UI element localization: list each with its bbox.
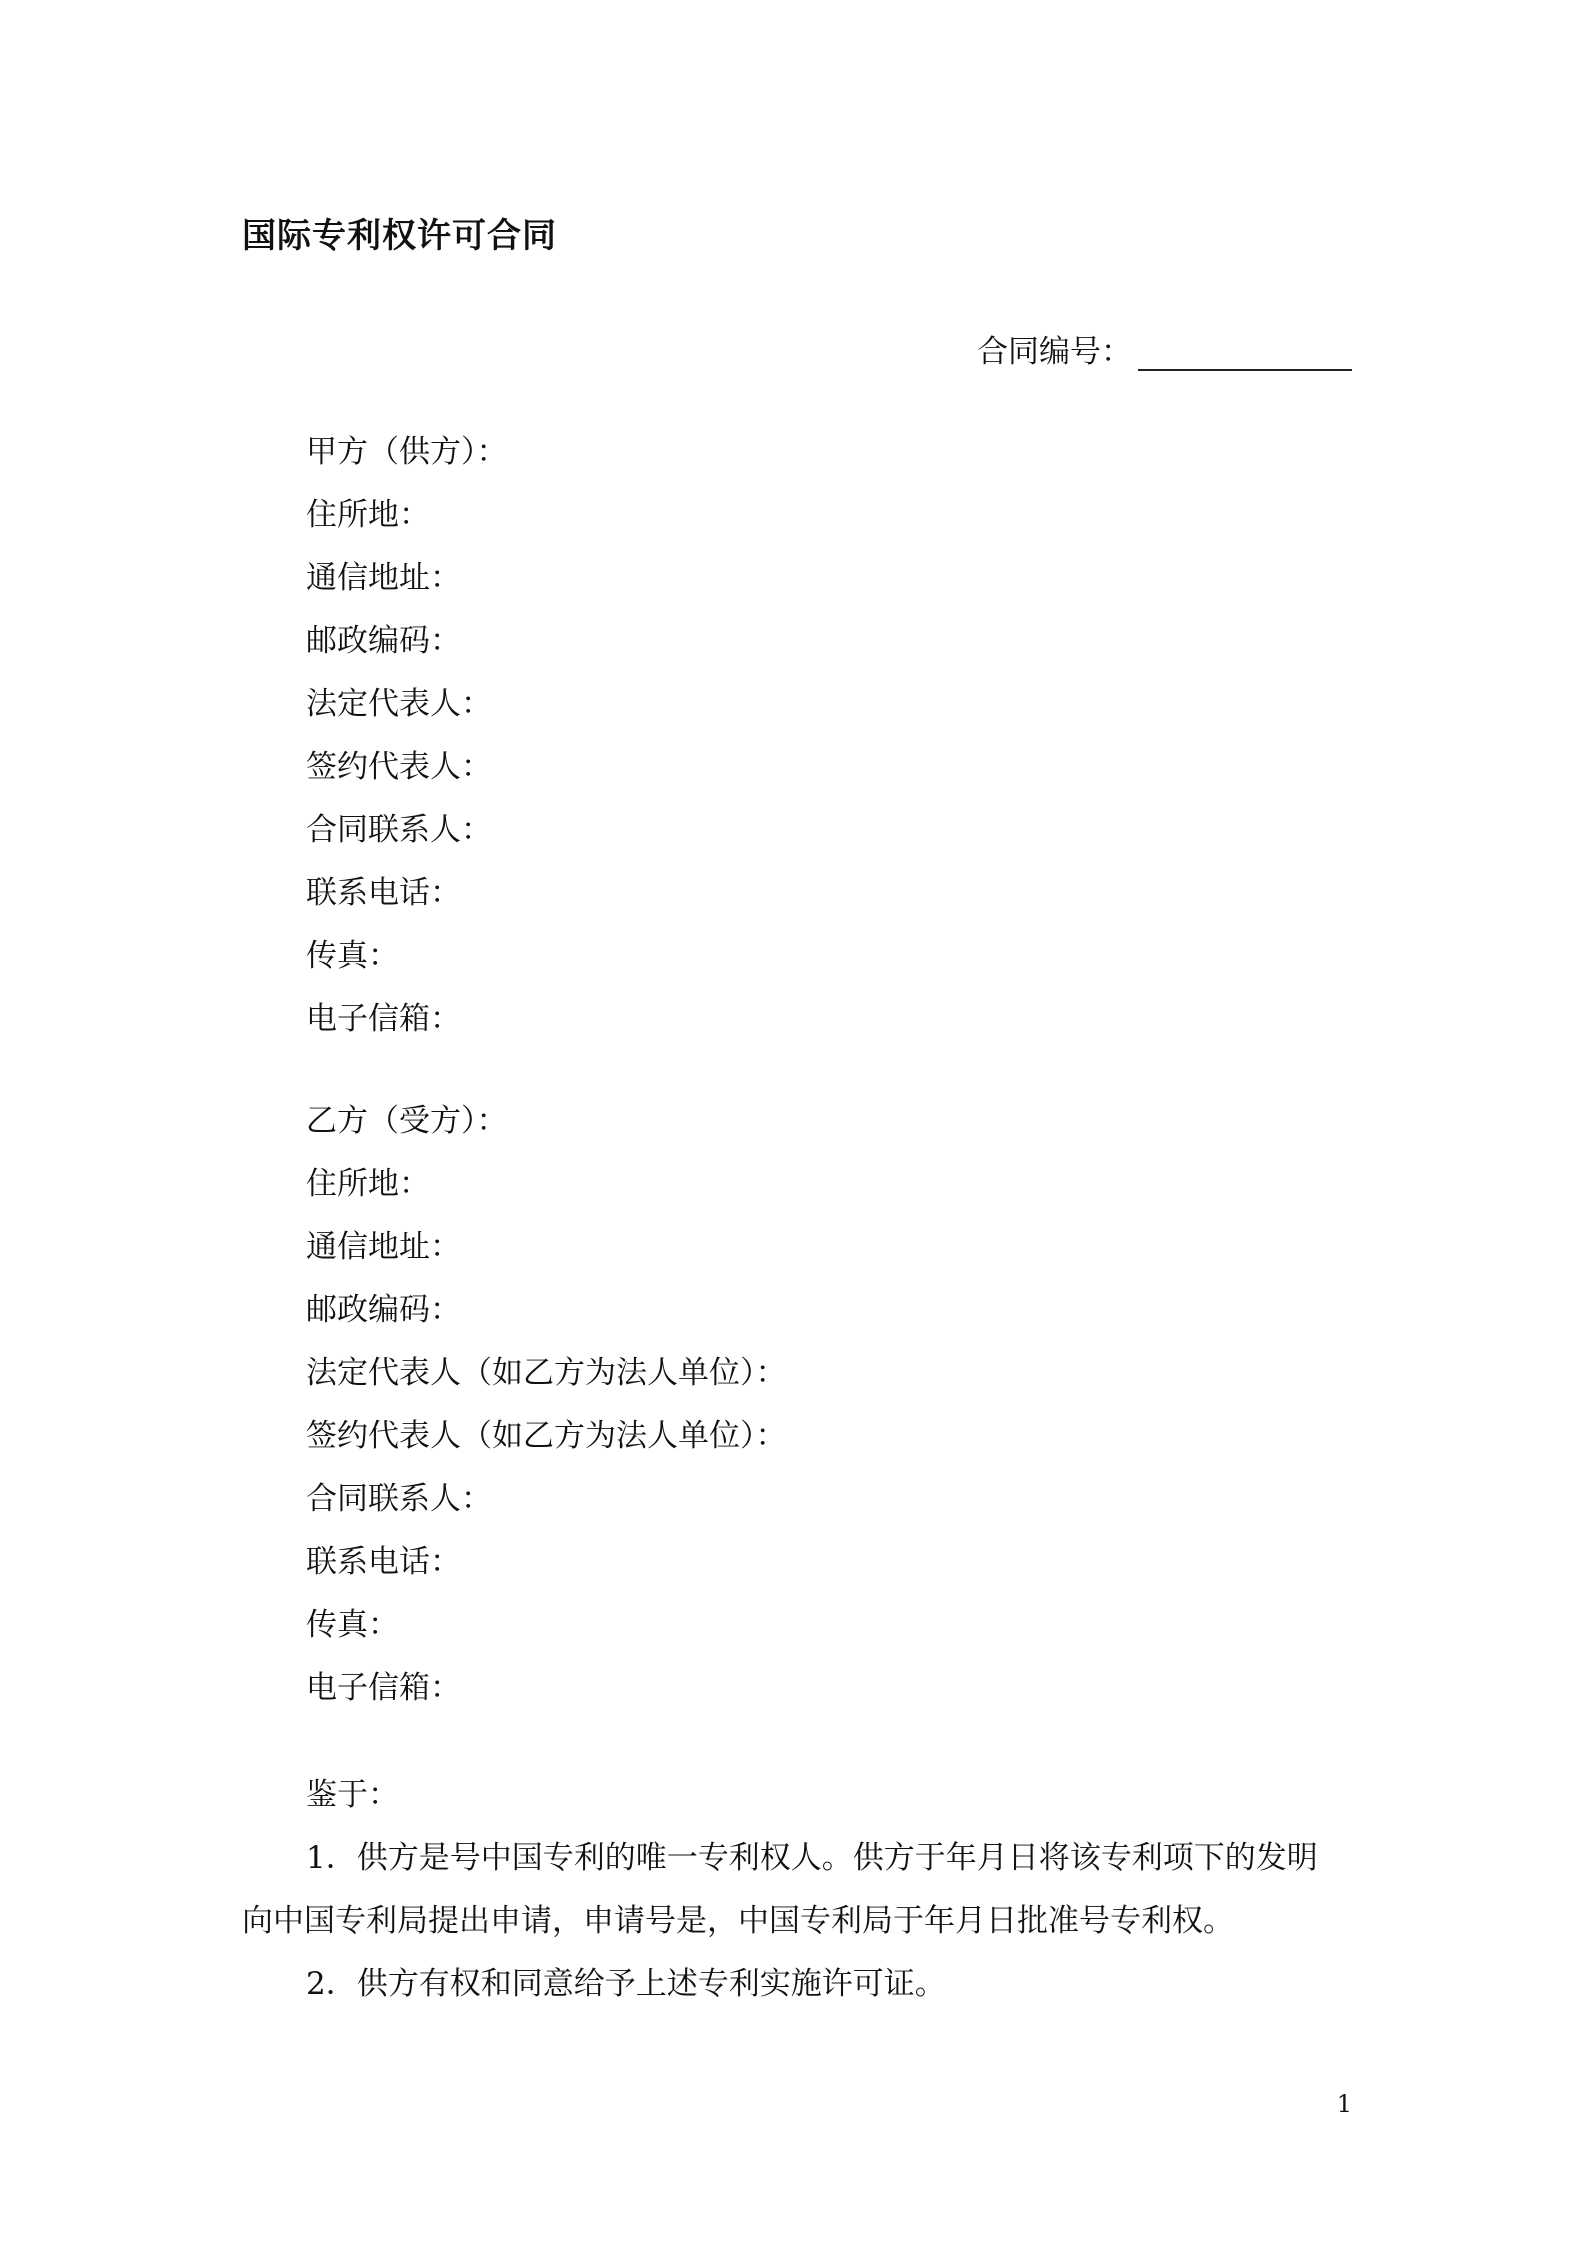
- party-b-field: 传真：: [306, 1607, 399, 1643]
- party-a-field: 甲方（供方）：: [306, 434, 508, 470]
- page-number: 1: [1336, 2090, 1352, 2118]
- party-a-field: 邮政编码：: [306, 623, 461, 659]
- contract-number-blank: [1138, 339, 1352, 371]
- party-a-field: 签约代表人：: [306, 749, 492, 785]
- whereas-clause-1-line-1: 1．供方是号中国专利的唯一专利权人。供方于年月日将该专利项下的发明: [306, 1840, 1318, 1876]
- party-a-field: 法定代表人：: [306, 686, 492, 722]
- party-b-field: 电子信箱：: [306, 1670, 461, 1706]
- party-a-field: 传真：: [306, 938, 399, 974]
- party-a-field: 联系电话：: [306, 875, 461, 911]
- party-a-block: [306, 421, 508, 1051]
- party-b-block: [306, 1090, 787, 1720]
- party-a-field: 通信地址：: [306, 560, 461, 596]
- whereas-label: 鉴于：: [306, 1777, 399, 1813]
- party-b-field: 住所地：: [306, 1166, 430, 1202]
- whereas-clause-2: 2．供方有权和同意给予上述专利实施许可证。: [306, 1966, 946, 2002]
- party-a-field: 住所地：: [306, 497, 430, 533]
- party-b-field: 合同联系人：: [306, 1481, 492, 1517]
- party-a-field: 合同联系人：: [306, 812, 492, 848]
- contract-number-line: [977, 326, 1352, 371]
- party-b-field: 乙方（受方）：: [306, 1103, 508, 1139]
- party-b-field: 签约代表人（如乙方为法人单位）：: [306, 1418, 787, 1454]
- contract-number-label: 合同编号：: [977, 334, 1132, 370]
- party-b-field: 联系电话：: [306, 1544, 461, 1580]
- party-b-field: 邮政编码：: [306, 1292, 461, 1328]
- document-title: 国际专利权许可合同: [242, 216, 557, 256]
- party-b-field: 法定代表人（如乙方为法人单位）：: [306, 1355, 787, 1391]
- party-a-field: 电子信箱：: [306, 1001, 461, 1037]
- party-b-field: 通信地址：: [306, 1229, 461, 1265]
- whereas-clause-1-line-2: 向中国专利局提出申请，申请号是，中国专利局于年月日批准号专利权。: [242, 1903, 1234, 1939]
